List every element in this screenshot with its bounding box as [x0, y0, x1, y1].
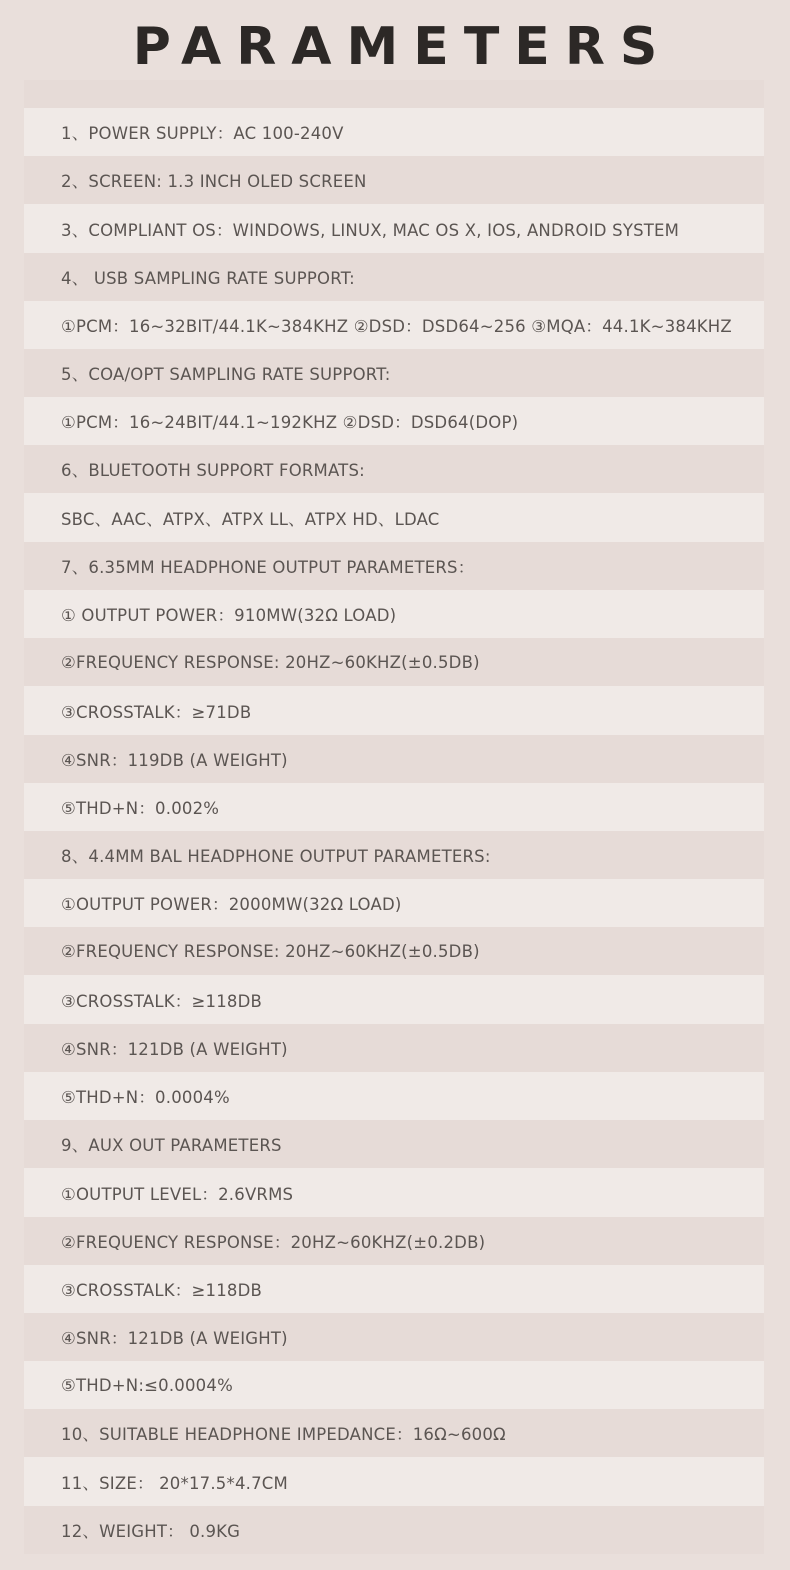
parameter-row [24, 1217, 764, 1265]
parameter-text: SBC、AAC、ATPX、ATPX LL、ATPX HD、LDAC [61, 509, 440, 529]
parameter-row [24, 638, 764, 686]
parameter-text: ①OUTPUT POWER：2000MW(32Ω LOAD) [61, 895, 402, 914]
parameter-row [24, 445, 764, 493]
parameter-row [24, 397, 764, 445]
parameter-text: ⑤THD+N:≤0.0004% [61, 1375, 233, 1395]
parameter-row [24, 301, 764, 349]
parameter-row [24, 1361, 764, 1409]
parameter-row [24, 590, 764, 638]
parameter-row [24, 349, 764, 397]
parameter-row [24, 783, 764, 831]
parameter-text: ②FREQUENCY RESPONSE：20HZ~60KHZ(±0.2DB) [61, 1233, 486, 1252]
parameter-row [24, 156, 764, 204]
parameter-row [24, 879, 764, 927]
parameter-text: 12、WEIGHT： 0.9KG [61, 1522, 241, 1541]
parameter-text: 4、 USB SAMPLING RATE SUPPORT: [61, 269, 355, 288]
parameter-row [24, 1265, 764, 1313]
parameter-row [24, 1168, 764, 1217]
parameter-text: ①OUTPUT LEVEL：2.6VRMS [61, 1184, 294, 1204]
parameter-text: ③CROSSTALK：≥118DB [61, 991, 263, 1011]
parameter-text: 11、SIZE： 20*17.5*4.7CM [61, 1473, 288, 1493]
parameter-row [24, 493, 764, 542]
parameter-row [24, 975, 764, 1024]
parameter-text: ④SNR：121DB (A WEIGHT) [61, 1040, 288, 1059]
parameter-text: 5、COA/OPT SAMPLING RATE SUPPORT: [61, 365, 391, 384]
parameter-text: ⑤THD+N：0.0004% [61, 1088, 230, 1107]
parameter-text: ③CROSSTALK：≥118DB [61, 1281, 263, 1300]
parameter-row [24, 1313, 764, 1361]
parameter-row [24, 686, 764, 735]
parameter-text: ①PCM：16~32BIT/44.1K~384KHZ ②DSD：DSD64~256 ③MQA：44.1K~384KHZ [61, 317, 732, 336]
parameter-text: 6、BLUETOOTH SUPPORT FORMATS: [61, 461, 365, 480]
parameter-text: 3、COMPLIANT OS：WINDOWS, LINUX, MAC OS X, IOS, ANDROID SYSTEM [61, 220, 680, 240]
parameters-table [24, 80, 764, 1554]
parameter-text: 10、SUITABLE HEADPHONE IMPEDANCE：16Ω~600Ω [61, 1425, 506, 1444]
parameter-text: 1、POWER SUPPLY：AC 100-240V [61, 124, 344, 143]
parameter-text: 8、4.4MM BAL HEADPHONE OUTPUT PARAMETERS: [61, 847, 491, 866]
parameter-row [24, 253, 764, 301]
parameter-text: ③CROSSTALK：≥71DB [61, 702, 252, 722]
parameter-row [24, 831, 764, 879]
parameter-text: ④SNR：119DB (A WEIGHT) [61, 751, 288, 770]
page-title: PARAMETERS [132, 17, 673, 77]
table-top-spacer [24, 80, 764, 108]
parameters-list [24, 108, 764, 1554]
parameter-text: 7、6.35MM HEADPHONE OUTPUT PARAMETERS： [61, 558, 475, 577]
parameter-row [24, 1409, 764, 1457]
parameter-row [24, 542, 764, 590]
parameter-text: ① OUTPUT POWER：910MW(32Ω LOAD) [61, 606, 397, 625]
parameter-text: 2、SCREEN: 1.3 INCH OLED SCREEN [61, 172, 367, 191]
parameter-row [24, 927, 764, 975]
parameter-text: ④SNR：121DB (A WEIGHT) [61, 1329, 288, 1348]
parameter-row [24, 1457, 764, 1506]
parameter-text: ②FREQUENCY RESPONSE: 20HZ~60KHZ(±0.5DB) [61, 941, 480, 961]
parameter-row [24, 1506, 764, 1554]
parameter-row [24, 204, 764, 253]
parameter-text: ①PCM：16~24BIT/44.1~192KHZ ②DSD：DSD64(DOP) [61, 413, 519, 432]
parameter-row [24, 1024, 764, 1072]
parameter-text: ⑤THD+N：0.002% [61, 799, 220, 818]
parameter-row [24, 1072, 764, 1120]
parameter-text: ②FREQUENCY RESPONSE: 20HZ~60KHZ(±0.5DB) [61, 652, 480, 672]
parameter-row [24, 108, 764, 156]
parameter-text: 9、AUX OUT PARAMETERS [61, 1136, 282, 1155]
parameter-row [24, 735, 764, 783]
parameter-row [24, 1120, 764, 1168]
